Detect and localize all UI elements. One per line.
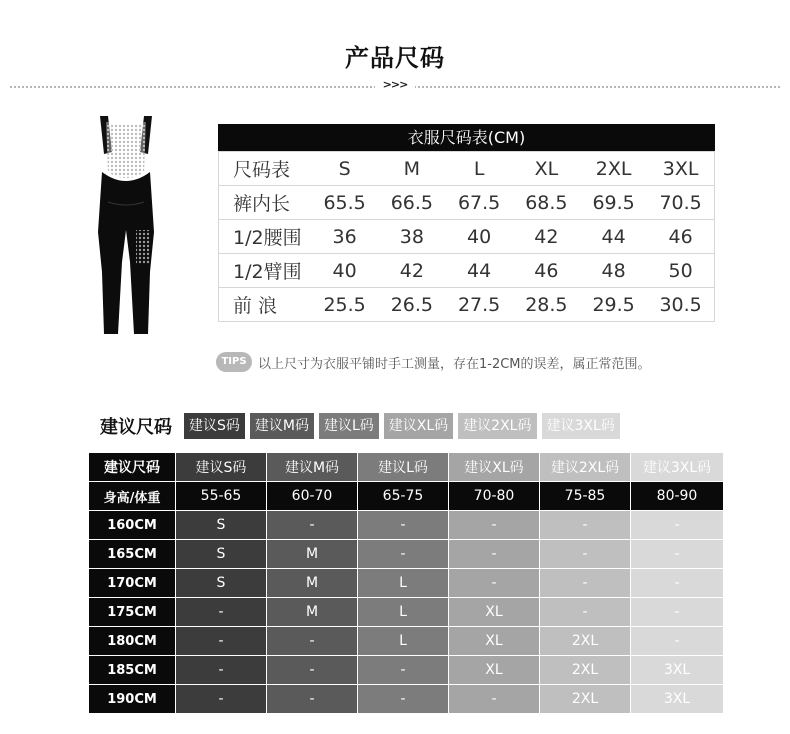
recommend-title: 建议尺码	[100, 417, 172, 438]
size-cell: 40	[311, 254, 378, 288]
recommend-cell: -	[358, 540, 449, 569]
size-cell: 46	[513, 254, 580, 288]
recommend-cell: -	[631, 540, 724, 569]
recommend-cell: -	[358, 685, 449, 714]
size-table-row	[219, 220, 715, 254]
recommend-cell: 55-65	[176, 482, 267, 511]
size-row-label: 1/2腰围	[219, 220, 312, 254]
recommend-row-label: 165CM	[89, 540, 176, 569]
size-cell: 2XL	[580, 152, 647, 186]
recommend-cell: -	[540, 511, 631, 540]
recommend-legend	[184, 413, 625, 439]
recommend-cell: S	[176, 569, 267, 598]
recommend-cell: XL	[449, 627, 540, 656]
recommend-row-label: 190CM	[89, 685, 176, 714]
recommend-cell: 建议L码	[358, 453, 449, 482]
size-cell: 48	[580, 254, 647, 288]
size-cell: 26.5	[378, 288, 445, 322]
recommend-row	[89, 685, 724, 714]
size-cell: 44	[446, 254, 513, 288]
recommend-cell: -	[540, 540, 631, 569]
size-table	[218, 124, 715, 322]
recommend-cell: -	[540, 569, 631, 598]
legend-chip: 建议S码	[184, 413, 245, 439]
recommend-cell: 2XL	[540, 627, 631, 656]
recommend-row	[89, 482, 724, 511]
recommend-cell: 3XL	[631, 656, 724, 685]
recommend-cell: -	[267, 685, 358, 714]
size-cell: L	[446, 152, 513, 186]
recommend-cell: -	[449, 540, 540, 569]
recommend-row	[89, 569, 724, 598]
tips-text: 以上尺寸为衣服平铺时手工测量，存在1-2CM的误差，属正常范围。	[258, 356, 651, 372]
size-cell: 67.5	[446, 186, 513, 220]
size-cell: 38	[378, 220, 445, 254]
recommend-header	[100, 413, 625, 439]
recommend-cell: -	[631, 569, 724, 598]
recommend-row	[89, 453, 724, 482]
recommend-cell: 65-75	[358, 482, 449, 511]
recommend-cell: -	[176, 598, 267, 627]
recommend-cell: 80-90	[631, 482, 724, 511]
size-cell: 36	[311, 220, 378, 254]
recommend-row	[89, 627, 724, 656]
recommend-table	[88, 452, 724, 714]
size-row-label: 1/2臂围	[219, 254, 312, 288]
legend-chip: 建议M码	[250, 413, 314, 439]
size-cell: 66.5	[378, 186, 445, 220]
recommend-cell: 2XL	[540, 685, 631, 714]
size-cell: 68.5	[513, 186, 580, 220]
size-cell: XL	[513, 152, 580, 186]
size-cell: 70.5	[647, 186, 714, 220]
recommend-cell: -	[540, 598, 631, 627]
size-cell: 42	[378, 254, 445, 288]
recommend-row	[89, 540, 724, 569]
recommend-cell: -	[358, 656, 449, 685]
recommend-row-label: 175CM	[89, 598, 176, 627]
recommend-cell: 建议XL码	[449, 453, 540, 482]
legend-chip: 建议3XL码	[542, 413, 620, 439]
size-cell: S	[311, 152, 378, 186]
recommend-cell: -	[267, 656, 358, 685]
size-cell: 27.5	[446, 288, 513, 322]
recommend-cell: -	[449, 569, 540, 598]
recommend-row	[89, 598, 724, 627]
recommend-cell: S	[176, 511, 267, 540]
recommend-cell: L	[358, 569, 449, 598]
size-cell: 65.5	[311, 186, 378, 220]
recommend-cell: 2XL	[540, 656, 631, 685]
recommend-cell: -	[449, 511, 540, 540]
recommend-row-label: 建议尺码	[89, 453, 176, 482]
page-title: 产品尺码	[345, 44, 445, 72]
recommend-cell: -	[358, 511, 449, 540]
recommend-cell: 建议3XL码	[631, 453, 724, 482]
legend-chip: 建议XL码	[384, 413, 453, 439]
recommend-table-body	[89, 453, 724, 714]
size-cell: 50	[647, 254, 714, 288]
title-arrows: >>>	[375, 78, 415, 91]
recommend-cell: -	[267, 511, 358, 540]
recommend-cell: -	[176, 685, 267, 714]
size-cell: 28.5	[513, 288, 580, 322]
recommend-cell: XL	[449, 598, 540, 627]
recommend-cell: M	[267, 598, 358, 627]
tips-note	[216, 350, 651, 374]
size-table-row	[219, 186, 715, 220]
recommend-cell: XL	[449, 656, 540, 685]
legend-chip: 建议L码	[319, 413, 379, 439]
size-table-row	[219, 254, 715, 288]
recommend-cell: L	[358, 627, 449, 656]
recommend-cell: -	[176, 656, 267, 685]
recommend-cell: 60-70	[267, 482, 358, 511]
size-cell: 29.5	[580, 288, 647, 322]
recommend-cell: 70-80	[449, 482, 540, 511]
size-table-row	[219, 288, 715, 322]
recommend-row	[89, 656, 724, 685]
size-cell: 46	[647, 220, 714, 254]
bib-tights-image	[78, 112, 174, 336]
size-cell: 40	[446, 220, 513, 254]
recommend-row-label: 180CM	[89, 627, 176, 656]
recommend-cell: 建议M码	[267, 453, 358, 482]
tips-badge: TIPS	[216, 352, 252, 372]
recommend-cell: -	[631, 511, 724, 540]
size-cell: 25.5	[311, 288, 378, 322]
size-cell: 69.5	[580, 186, 647, 220]
size-row-label: 裤内长	[219, 186, 312, 220]
size-cell: 42	[513, 220, 580, 254]
recommend-row-label: 170CM	[89, 569, 176, 598]
size-cell: 30.5	[647, 288, 714, 322]
recommend-cell: M	[267, 540, 358, 569]
recommend-row-label: 身高/体重	[89, 482, 176, 511]
legend-chip: 建议2XL码	[458, 413, 536, 439]
recommend-cell: -	[631, 627, 724, 656]
recommend-cell: -	[631, 598, 724, 627]
recommend-cell: 建议2XL码	[540, 453, 631, 482]
recommend-row	[89, 511, 724, 540]
size-cell: 3XL	[647, 152, 714, 186]
size-table-row	[219, 152, 715, 186]
size-table-caption: 衣服尺码表(CM)	[218, 124, 715, 151]
recommend-row-label: 185CM	[89, 656, 176, 685]
size-cell: M	[378, 152, 445, 186]
size-table-body	[219, 152, 715, 322]
recommend-cell: L	[358, 598, 449, 627]
size-row-label: 前 浪	[219, 288, 312, 322]
recommend-cell: 3XL	[631, 685, 724, 714]
recommend-cell: -	[267, 627, 358, 656]
recommend-cell: 75-85	[540, 482, 631, 511]
recommend-cell: 建议S码	[176, 453, 267, 482]
recommend-cell: M	[267, 569, 358, 598]
recommend-cell: -	[176, 627, 267, 656]
recommend-row-label: 160CM	[89, 511, 176, 540]
recommend-cell: S	[176, 540, 267, 569]
size-cell: 44	[580, 220, 647, 254]
size-row-label: 尺码表	[219, 152, 312, 186]
recommend-cell: -	[449, 685, 540, 714]
